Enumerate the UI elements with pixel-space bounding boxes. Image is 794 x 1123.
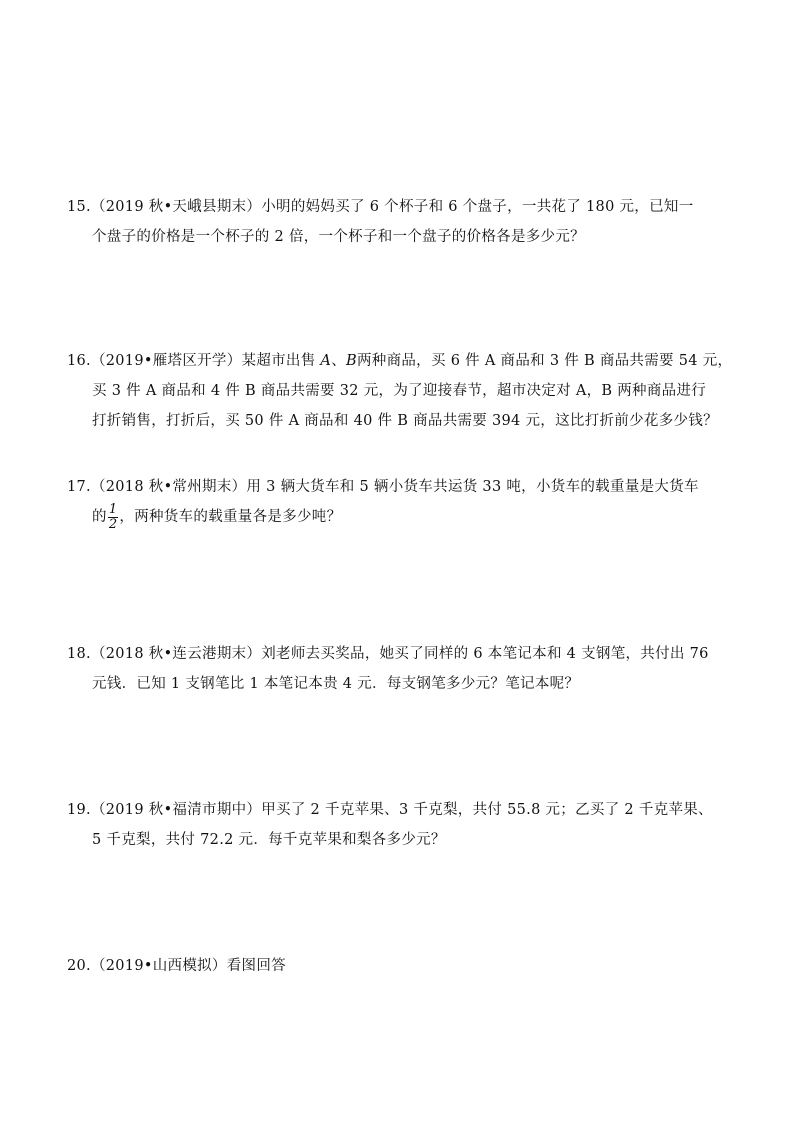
variable-b: B (346, 353, 357, 369)
problem-16-line-2: 买 3 件 A 商品和 4 件 B 商品共需要 32 元，为了迎接春节，超市决定对 A，B 两种商品进行 (92, 383, 707, 399)
problem-16 (67, 346, 733, 436)
problem-18 (67, 639, 727, 699)
problem-17-line-2-prefix: 的 (92, 509, 107, 525)
problem-19-line-1: 19.（2019 秋•福清市期中）甲买了 2 千克苹果、3 千克梨，共付 55.8 元；乙买了 2 千克苹果、 (67, 802, 713, 818)
fraction-denominator: 2 (108, 516, 118, 532)
fraction-numerator: 1 (108, 501, 118, 517)
problem-16-line-1-suffix: 两种商品，买 6 件 A 商品和 3 件 B 商品共需要 54 元， (356, 353, 733, 369)
problem-17-line-1: 17.（2018 秋•常州期末）用 3 辆大货车和 5 辆小货车共运货 33 吨，小货车的载重量是大货车 (67, 479, 699, 495)
fraction-one-half (108, 503, 119, 532)
problem-16-line-3: 打折销售，打折后，买 50 件 A 商品和 40 件 B 商品共需要 394 元，这比打折前少花多少钱？ (92, 413, 718, 429)
problem-15-line-2: 个盘子的价格是一个杯子的 2 倍，一个杯子和一个盘子的价格各是多少元？ (92, 229, 585, 245)
problem-16-line-1 (67, 346, 733, 376)
problem-18-line-1: 18.（2018 秋•连云港期末）刘老师去买奖品，她买了同样的 6 本笔记本和 4 支钢笔，共付出 76 (67, 646, 709, 662)
problem-20 (67, 951, 727, 981)
problem-17 (67, 472, 727, 532)
problem-16-line-1-prefix: 16.（2019•雁塔区开学）某超市出售 (67, 353, 321, 369)
problem-18-line-2: 元钱．已知 1 支钢笔比 1 本笔记本贵 4 元．每支钢笔多少元？笔记本呢？ (92, 676, 580, 692)
separator: 、 (331, 353, 347, 369)
problem-17-line-2-suffix: ，两种货车的载重量各是多少吨？ (119, 509, 342, 525)
problem-19 (67, 795, 727, 855)
problem-19-line-2: 5 千克梨，共付 72.2 元．每千克苹果和梨各多少元？ (92, 832, 446, 848)
problem-17-line-2 (67, 502, 727, 532)
problem-20-line-1: 20.（2019•山西模拟）看图回答 (67, 958, 286, 974)
problem-15 (67, 192, 727, 252)
problem-15-line-1: 15.（2019 秋•天峨县期末）小明的妈妈买了 6 个杯子和 6 个盘子，一共花了 180 元，已知一 (67, 199, 694, 215)
variable-a: A (320, 353, 332, 369)
